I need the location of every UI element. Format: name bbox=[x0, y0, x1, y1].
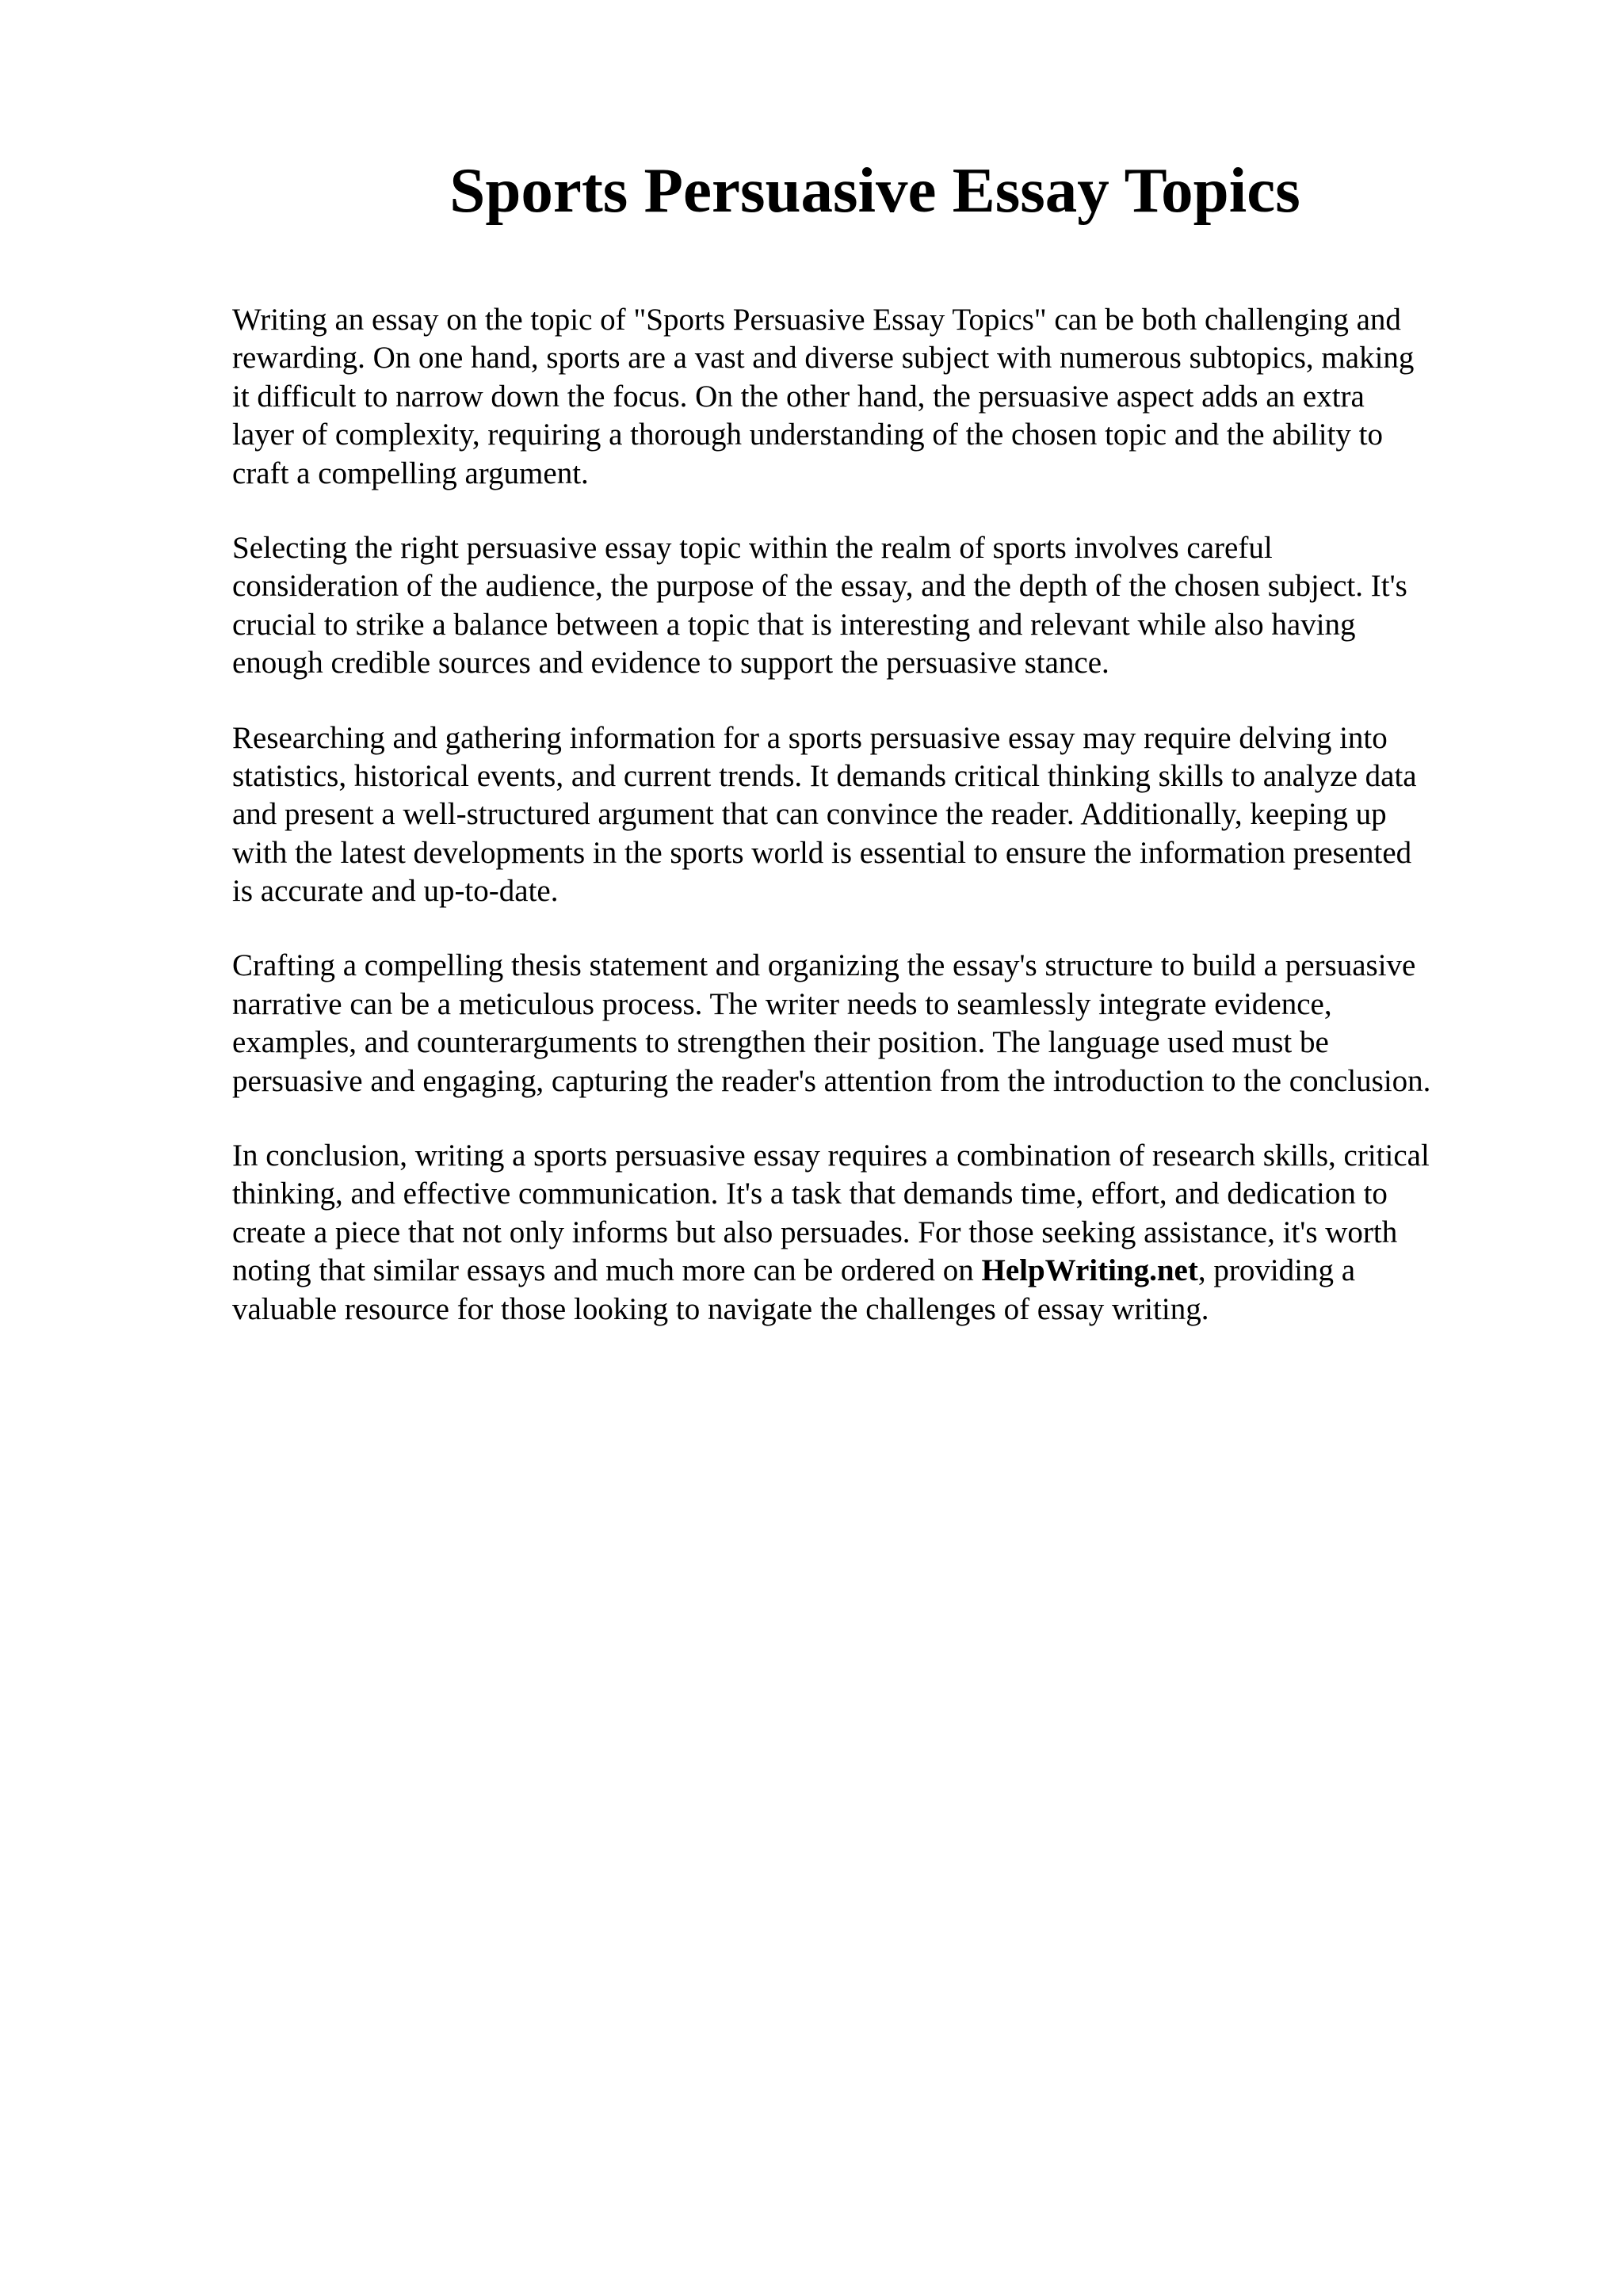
text-line: is accurate and up-to-date. bbox=[232, 874, 559, 909]
text-segment: noting that similar essays and much more can be ordered on bbox=[232, 1253, 982, 1288]
text-line: Crafting a compelling thesis statement and organizing the essay's structure to build a persuasive bbox=[232, 948, 1416, 983]
paragraph-5 bbox=[232, 1137, 1532, 1329]
text-line: and present a well-structured argument that can convince the reader. Additionally, keeping up bbox=[232, 797, 1387, 832]
text-line: statistics, historical events, and current trends. It demands critical thinking skills to analyze data bbox=[232, 758, 1417, 793]
text-line: persuasive and engaging, capturing the reader's attention from the introduction to the conclusion. bbox=[232, 1063, 1431, 1098]
text-line: create a piece that not only informs but also persuades. For those seeking assistance, it's worth bbox=[232, 1215, 1398, 1249]
text-line: layer of complexity, requiring a thorough understanding of the chosen topic and the ability to bbox=[232, 418, 1384, 452]
text-line: narrative can be a meticulous process. The writer needs to seamlessly integrate evidence, bbox=[232, 986, 1332, 1021]
text-line: Selecting the right persuasive essay topic within the realm of sports involves careful bbox=[232, 530, 1273, 565]
text-line: crucial to strike a balance between a topic that is interesting and relevant while also having bbox=[232, 607, 1356, 642]
page-title: Sports Persuasive Essay Topics bbox=[449, 154, 1300, 226]
text-line: craft a compelling argument. bbox=[232, 456, 589, 490]
text-line: In conclusion, writing a sports persuasive essay requires a combination of research skills, critical bbox=[232, 1138, 1430, 1173]
text-line: thinking, and effective communication. It's a task that demands time, effort, and dedication to bbox=[232, 1177, 1388, 1211]
text-line: with the latest developments in the sports world is essential to ensure the information presented bbox=[232, 835, 1412, 870]
text-segment: , providing a bbox=[1197, 1253, 1356, 1288]
text-line: rewarding. On one hand, sports are a vast and diverse subject with numerous subtopics, making bbox=[232, 341, 1415, 376]
paragraph-2 bbox=[232, 529, 1532, 683]
text-line: examples, and counterarguments to strengthen their position. The language used must be bbox=[232, 1025, 1329, 1060]
text-line: Writing an essay on the topic of "Sports Persuasive Essay Topics" can be both challenging and bbox=[232, 303, 1401, 337]
text-line: valuable resource for those looking to navigate the challenges of essay writing. bbox=[232, 1291, 1209, 1326]
text-line: it difficult to narrow down the focus. On the other hand, the persuasive aspect adds an extra bbox=[232, 379, 1365, 414]
text-line: Researching and gathering information for a sports persuasive essay may require delving into bbox=[232, 720, 1388, 755]
text-line: consideration of the audience, the purpose of the essay, and the depth of the chosen subject. It's bbox=[232, 569, 1407, 604]
text-line: enough credible sources and evidence to support the persuasive stance. bbox=[232, 646, 1109, 681]
helpwriting-link[interactable]: HelpWriting.net bbox=[981, 1253, 1198, 1288]
paragraph-4 bbox=[232, 947, 1532, 1100]
paragraph-3 bbox=[232, 719, 1532, 911]
text-line-with-link bbox=[232, 1252, 1532, 1290]
paragraph-1 bbox=[232, 301, 1532, 493]
essay-body bbox=[232, 301, 1532, 1365]
